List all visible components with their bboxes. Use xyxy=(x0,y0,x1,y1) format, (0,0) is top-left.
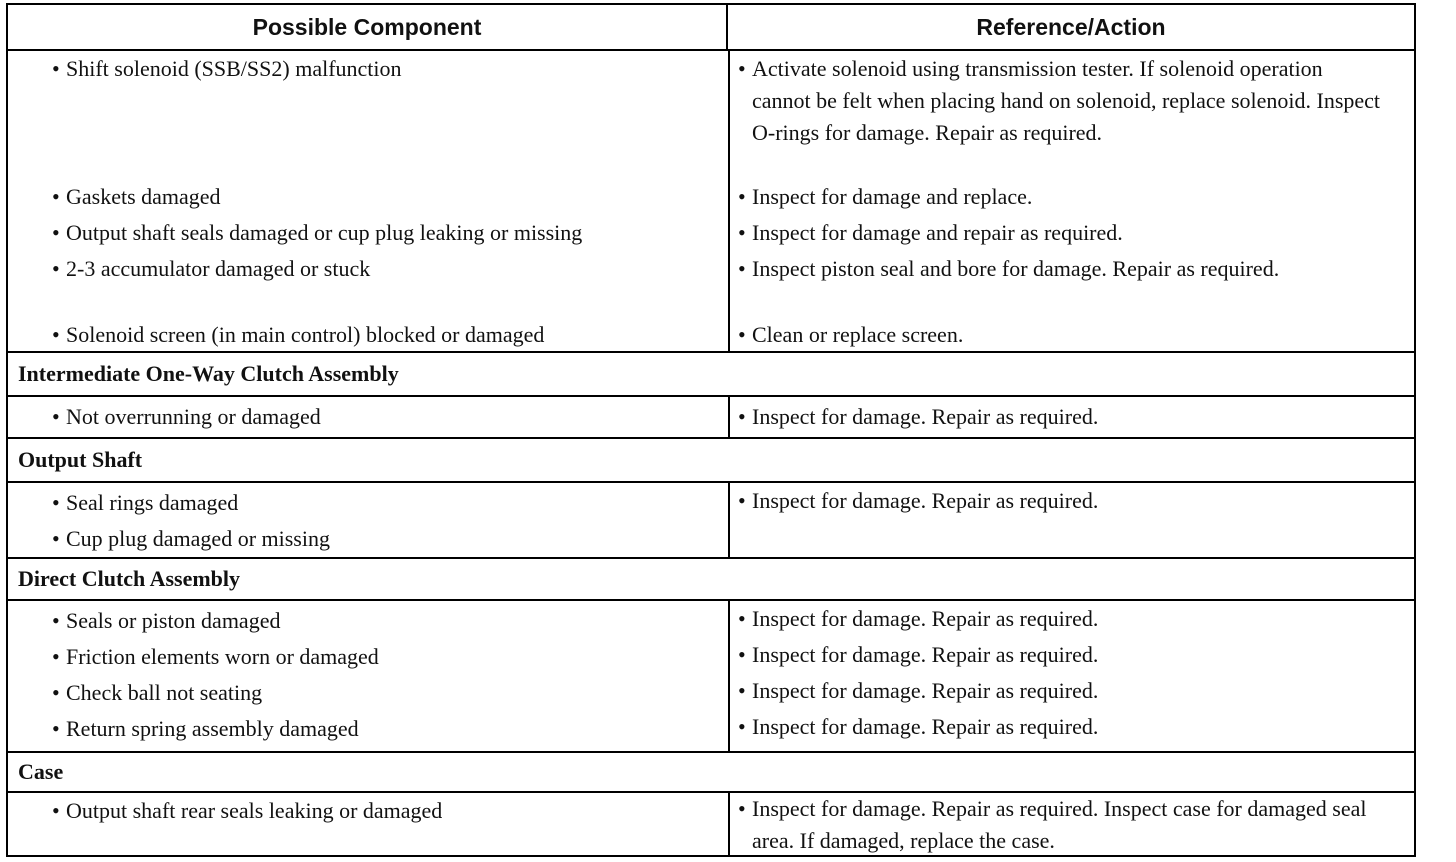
section-general-body xyxy=(8,49,1414,353)
section-title-case: Case xyxy=(8,753,1414,793)
action-item: • Inspect for damage. Repair as required. xyxy=(738,678,1099,703)
action-item: • Clean or replace screen. xyxy=(738,322,964,347)
header-possible-component: Possible Component xyxy=(8,5,728,49)
action-item: • Inspect for damage. Repair as required. xyxy=(738,714,1099,739)
action-item: • Inspect for damage. Repair as required. xyxy=(738,642,1099,667)
component-item: • Shift solenoid (SSB/SS2) malfunction xyxy=(52,56,402,81)
section-direct-clutch-body xyxy=(8,601,1414,753)
component-item: • Check ball not seating xyxy=(52,680,263,705)
action-item: • Inspect piston seal and bore for damage. Repair as required. xyxy=(738,256,1280,281)
component-item: • Output shaft seals damaged or cup plug leaking or missing xyxy=(52,220,583,245)
section-intermediate-clutch-body xyxy=(8,397,1414,439)
section-title-direct-clutch: Direct Clutch Assembly xyxy=(8,559,1414,601)
column-divider xyxy=(728,793,730,855)
action-item: • Activate solenoid using transmission tester. If solenoid operation cannot be felt when placing hand on solenoid, replace solenoid. Inspect O-rings for damage. Repair as required. xyxy=(738,56,1381,145)
component-item: • Return spring assembly damaged xyxy=(52,716,359,741)
component-item: • Gaskets damaged xyxy=(52,184,221,209)
action-item: • Inspect for damage. Repair as required. xyxy=(738,488,1099,513)
section-title-intermediate-clutch: Intermediate One-Way Clutch Assembly xyxy=(8,353,1414,397)
column-divider xyxy=(728,601,730,751)
component-item: • Cup plug damaged or missing xyxy=(52,526,330,551)
column-divider xyxy=(728,49,730,351)
column-divider xyxy=(728,483,730,557)
component-item: • Not overrunning or damaged xyxy=(52,404,321,429)
action-item: • Inspect for damage. Repair as required. xyxy=(738,404,1099,429)
header-reference-action: Reference/Action xyxy=(976,14,1166,40)
component-item: • Friction elements worn or damaged xyxy=(52,644,379,669)
table-header xyxy=(8,5,1414,51)
component-item: • Output shaft rear seals leaking or damaged xyxy=(52,798,443,823)
column-divider xyxy=(728,397,730,437)
component-item: • Seals or piston damaged xyxy=(52,608,281,633)
action-item: • Inspect for damage. Repair as required. xyxy=(738,606,1099,631)
section-output-shaft-body xyxy=(8,483,1414,559)
diagnosis-table xyxy=(6,3,1416,857)
section-case-body xyxy=(8,793,1414,855)
action-item: • Inspect for damage and repair as required. xyxy=(738,220,1123,245)
component-item: • 2-3 accumulator damaged or stuck xyxy=(52,256,371,281)
component-item: • Seal rings damaged xyxy=(52,490,239,515)
section-title-output-shaft: Output Shaft xyxy=(8,439,1414,483)
action-item: • Inspect for damage and replace. xyxy=(738,184,1033,209)
component-item: • Solenoid screen (in main control) blocked or damaged xyxy=(52,322,545,347)
action-item: • Inspect for damage. Repair as required. Inspect case for damaged seal area. If damaged, replace the case. xyxy=(738,796,1367,853)
